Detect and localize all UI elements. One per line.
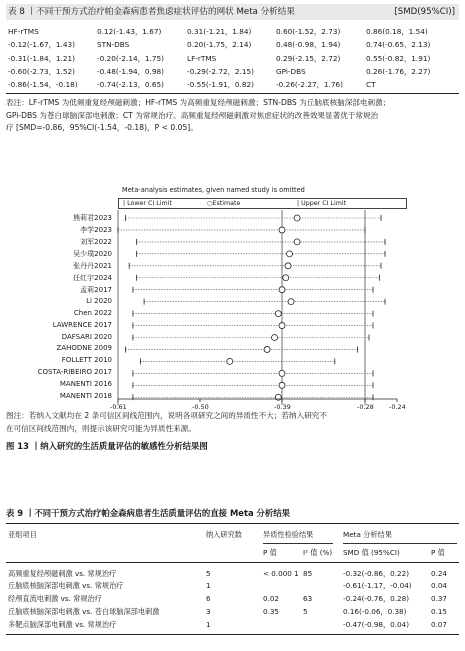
table8-cell: 0.29(-2.15，2.72): [276, 54, 341, 63]
table9-cell: -0.47(-0.98，0.04): [343, 620, 409, 629]
table9-cell: 0.37: [431, 594, 448, 603]
study-label: MANENTI 2018: [59, 392, 112, 401]
table9-header-smd: SMD 值 (95%CI): [343, 548, 400, 557]
table8-cell: -0.26(-2.27，1.76): [276, 80, 343, 89]
table8-cell: 0.55(-0.82，1.91): [366, 54, 431, 63]
study-label: 李学2023: [80, 225, 112, 234]
study-label: Chen 2022: [73, 308, 112, 317]
table8-cell: -0.55(-1.91，0.82): [187, 80, 254, 89]
table9-cell: -0.32(-0.86，0.22): [343, 569, 409, 578]
table8-cell: -0.48(-1.94，0.98): [97, 67, 164, 76]
table9-cell: 1: [206, 620, 211, 629]
study-label: 孟莉2017: [80, 285, 112, 294]
table9-cell: 高频重复经颅磁刺激 vs. 常规治疗: [8, 569, 117, 578]
study-label: COSTA-RIBEIRO 2017: [37, 368, 112, 377]
x-tick-label: -0.39: [274, 403, 291, 411]
study-label: 任红宇2024: [73, 273, 112, 282]
table9-cell: 5: [206, 569, 211, 578]
table8-caption: 表 8 丨不同干预方式治疗帕金森病患者焦虑症状评估的网状 Meta 分析结果: [8, 7, 295, 17]
study-label: LAWRENCE 2017: [52, 320, 112, 329]
table9-cell: 63: [303, 594, 313, 603]
table8-cell: 0.48(-0.98，1.94): [276, 40, 341, 49]
table9-cell: < 0.000 1: [263, 569, 299, 578]
table9-cell: -0.24(-0.76，0.28): [343, 594, 409, 603]
table8-cell: -0.29(-2.72，2.15): [187, 67, 254, 76]
table9-cell: 85: [303, 569, 313, 578]
table8-cell: LF-rTMS: [187, 54, 217, 63]
table9-header-i2: I² 值 (%): [303, 548, 333, 557]
table9-cell: 0.16(-0.06，0.38): [343, 607, 407, 616]
study-label: 熊莉君2023: [73, 214, 112, 222]
table8-cell: -0.20(-2.14，1.75): [97, 54, 164, 63]
table8-cell: 0.31(-1.21，1.84): [187, 27, 252, 36]
legend-lower: | Lower CI Limit: [123, 200, 172, 207]
table9-header-meta: Meta 分析结果: [343, 530, 392, 539]
study-label: DAFSARI 2020: [61, 332, 112, 341]
estimate-point: [279, 323, 285, 329]
table8-cell: 0.26(-1.76，2.27): [366, 67, 431, 76]
table9-cell: 6: [206, 594, 211, 603]
table8-cell: 0.20(-1.75，2.14): [187, 40, 252, 49]
estimate-point: [279, 370, 285, 376]
table8-note-line: GPi-DBS 为苍白球脑深部电刺激；CT 为常规治疗。高频重复经颅磁刺激对焦虑症状的改善效果显著优于常规治: [6, 110, 379, 120]
estimate-point: [272, 335, 278, 341]
table9-cell: 5: [303, 607, 308, 616]
study-label: 张丹丹2021: [73, 261, 112, 270]
table9-header-n: 纳入研究数: [206, 530, 242, 539]
estimate-point: [288, 299, 294, 305]
table9-bottom-rule: [6, 634, 459, 635]
table8-cell: GPi-DBS: [276, 67, 306, 76]
study-label: ZAHODNE 2009: [56, 344, 112, 353]
estimate-point: [227, 358, 233, 364]
estimate-point: [264, 346, 270, 352]
table8-cell: 0.74(-0.65，2.13): [366, 40, 431, 49]
x-tick-label: -0.61: [110, 403, 127, 411]
figure-note-line: 在可信区间线范围内，则提示该研究可能为异质性来源。: [6, 423, 196, 433]
x-tick-label: -0.50: [192, 403, 209, 411]
legend-upper: | Upper CI Limit: [297, 200, 347, 207]
table9-cell: 0.02: [263, 594, 280, 603]
table8-cell: -0.12(-1.67，1.43): [8, 40, 75, 49]
table9-cell: 0.04: [431, 581, 448, 590]
table9-meta-rule: [343, 543, 457, 544]
table8-cell: CT: [366, 80, 376, 89]
estimate-point: [285, 263, 291, 269]
table8-cell: -0.31(-1.84，1.21): [8, 54, 75, 63]
study-label: FOLLETT 2010: [61, 356, 112, 365]
table9-cell: 0.07: [431, 620, 448, 629]
table8-note-line: 疗 [SMD=-0.86，95%CI(-1.54，-0.18)，P < 0.05]。: [6, 123, 198, 132]
table9-cell: -0.61(-1.17，-0.04): [343, 581, 412, 590]
table9-header-het: 异质性检验结果: [263, 530, 314, 539]
table9-cell: 多靶点脑深部电刺激 vs. 常规治疗: [8, 620, 117, 629]
table8-cell: HF-rTMS: [8, 27, 39, 36]
table9-het-rule: [263, 543, 333, 544]
study-label: MANENTI 2016: [59, 380, 112, 389]
study-label: Li 2020: [86, 296, 112, 305]
table8-unit: [SMD(95%CI)]: [394, 7, 455, 17]
table9-cell: 丘脑底核脑深部电刺激 vs. 苍白球脑深部电刺激: [8, 607, 160, 616]
table9-top-rule: [6, 523, 459, 524]
x-tick-label: -0.24: [389, 403, 406, 411]
study-label: 刘军2022: [80, 237, 112, 246]
table9-cell: 0.24: [431, 569, 448, 578]
estimate-point: [279, 227, 285, 233]
table9-header-p: P 值: [263, 548, 277, 557]
table8-cell: -0.86(-1.54，-0.18): [8, 80, 78, 89]
table8-cell: 0.60(-1.52，2.73): [276, 27, 341, 36]
table9-cell: 1: [206, 581, 211, 590]
figure-note-line: 图注：若纳入文献均在 2 条可信区间线范围内，说明各项研究之间的异质性不大；若纳入研究不: [6, 411, 327, 420]
table9-cell: 3: [206, 607, 211, 616]
study-label: 吴少璞2020: [73, 249, 112, 258]
table8-cell: 0.12(-1.43，1.67): [97, 27, 162, 36]
table9-cell: 经颅直流电刺激 vs. 常规治疗: [8, 594, 102, 603]
table9-cell: 丘脑底核脑深部电刺激 vs. 常规治疗: [8, 581, 124, 590]
table8-cell: -0.74(-2.13，0.65): [97, 80, 164, 89]
estimate-point: [294, 239, 300, 245]
estimate-point: [279, 287, 285, 293]
table9-header-group: 亚组项目: [8, 530, 37, 539]
figure-caption: 图 13 丨纳入研究的生活质量评估的敏感性分析结果图: [6, 441, 208, 451]
table9-header-p2: P 值: [431, 548, 445, 557]
table9-cell: 0.35: [263, 607, 280, 616]
table8-cell: -0.60(-2.73，1.52): [8, 67, 75, 76]
figure-note: [6, 410, 459, 435]
x-tick-label: -0.28: [357, 403, 374, 411]
table8-cell: 0.86(0.18，1.54): [366, 27, 428, 36]
estimate-point: [287, 251, 293, 257]
chart-title: Meta-analysis estimates, given named study is omitted: [122, 186, 305, 194]
estimate-point: [294, 215, 300, 221]
legend-estimate: ○Estimate: [207, 200, 241, 207]
table9-caption: 表 9 丨不同干预方式治疗帕金森病患者生活质量评估的直接 Meta 分析结果: [6, 508, 291, 518]
table8-cell: STN-DBS: [97, 40, 130, 49]
table9-header-rule: [6, 562, 459, 563]
estimate-point: [283, 275, 289, 281]
table8-note-line: 表注：LF-rTMS 为低频重复经颅磁刺激；HF-rTMS 为高频重复经颅磁刺激；STN-DBS 为丘脑底核脑深部电刺激；: [6, 98, 391, 107]
table9-cell: 0.15: [431, 607, 448, 616]
estimate-point: [275, 311, 281, 317]
estimate-point: [279, 382, 285, 388]
